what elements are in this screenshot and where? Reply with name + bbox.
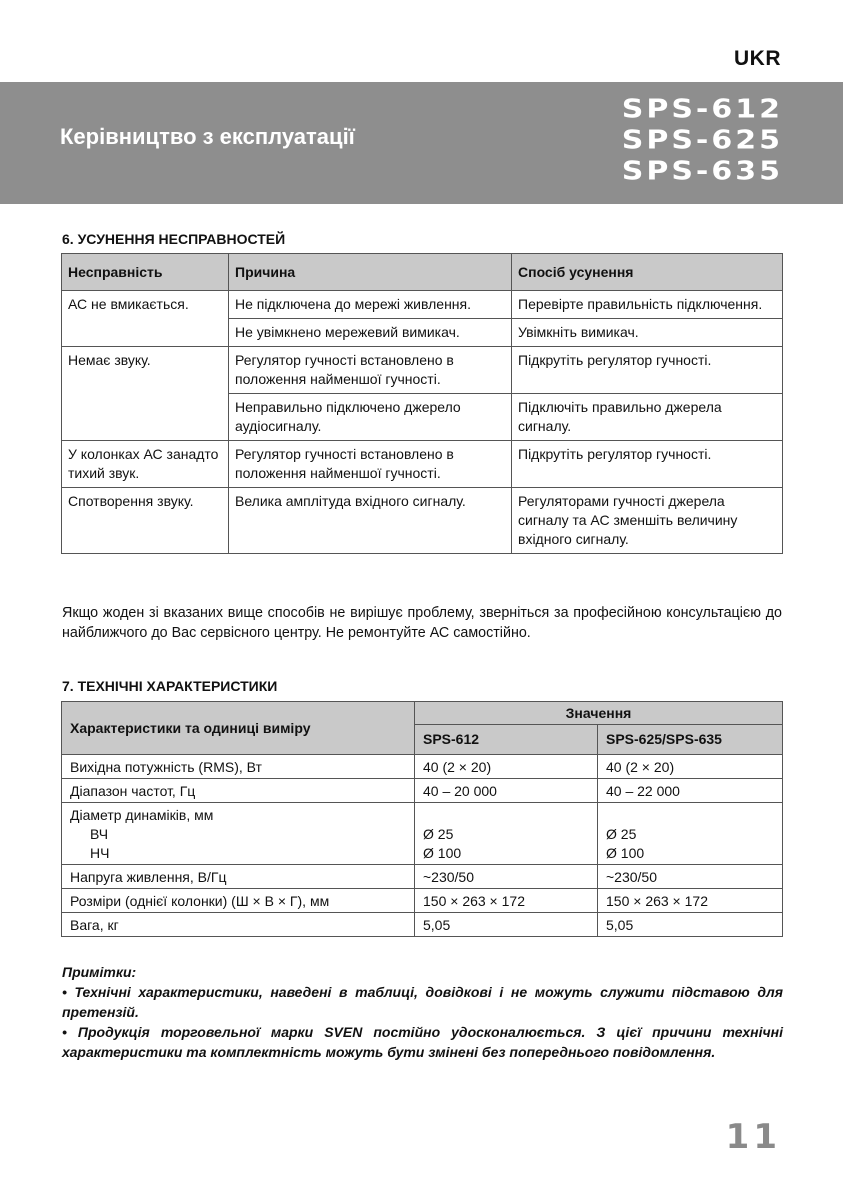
cause-cell: Не увімкнено мережевий вимикач. xyxy=(229,319,512,347)
value-cell: ~230/50 xyxy=(598,865,783,889)
table-header-row xyxy=(62,702,783,725)
value-cell: 150 × 263 × 172 xyxy=(415,889,598,913)
column-header: Характеристики та одиниці виміру xyxy=(62,702,415,755)
param-label: Діаметр динаміків, мм xyxy=(70,807,214,823)
cause-cell: Регулятор гучності встановлено в положення найменшої гучності. xyxy=(229,347,512,394)
param-cell xyxy=(62,803,415,865)
value-cell: 5,05 xyxy=(415,913,598,937)
table-row xyxy=(62,488,783,554)
value-cell: 150 × 263 × 172 xyxy=(598,889,783,913)
column-header: Причина xyxy=(229,254,512,291)
value-line: Ø 25 xyxy=(606,826,637,842)
fix-cell: Увімкніть вимикач. xyxy=(512,319,783,347)
param-cell: Вага, кг xyxy=(62,913,415,937)
param-sub-label: НЧ xyxy=(90,845,110,861)
manual-title: Керівництво з експлуатації xyxy=(60,124,355,149)
value-cell xyxy=(415,803,598,865)
value-line: Ø 25 xyxy=(423,826,454,842)
param-cell: Розміри (однієї колонки) (Ш × В × Г), мм xyxy=(62,889,415,913)
param-sub-label: ВЧ xyxy=(90,826,109,842)
column-header: Значення xyxy=(415,702,783,725)
value-cell: 40 – 20 000 xyxy=(415,779,598,803)
specs-title: 7. ТЕХНІЧНІ ХАРАКТЕРИСТИКИ xyxy=(62,678,278,694)
value-line: Ø 100 xyxy=(606,845,645,861)
cause-cell: Велика амплітуда вхідного сигналу. xyxy=(229,488,512,554)
param-cell: Вихідна потужність (RMS), Вт xyxy=(62,755,415,779)
note-item: • Технічні характеристики, наведені в таблиці, довідкові і не можуть служити підставою для претензій. xyxy=(62,984,783,1020)
model-column-header: SPS-625/SPS-635 xyxy=(598,725,783,755)
fix-cell: Підключіть правильно джерела сигналу. xyxy=(512,394,783,441)
table-row xyxy=(62,803,783,865)
model-name: SPS-635 xyxy=(621,156,783,187)
cause-cell: Регулятор гучності встановлено в положення найменшої гучності. xyxy=(229,441,512,488)
fault-cell: У колонках АС занадто тихий звук. xyxy=(62,441,229,488)
fix-cell: Підкрутіть регулятор гучності. xyxy=(512,347,783,394)
model-name: SPS-625 xyxy=(621,125,783,156)
fault-cell: АС не вмикається. xyxy=(62,291,229,347)
param-cell: Напруга живлення, В/Гц xyxy=(62,865,415,889)
table-row xyxy=(62,889,783,913)
model-column-header: SPS-612 xyxy=(415,725,598,755)
value-cell: 40 – 22 000 xyxy=(598,779,783,803)
language-code: UKR xyxy=(734,47,781,70)
column-header: Несправність xyxy=(62,254,229,291)
header-banner xyxy=(0,82,843,204)
cause-cell: Не підключена до мережі живлення. xyxy=(229,291,512,319)
value-cell xyxy=(598,803,783,865)
specs-table xyxy=(61,701,783,937)
table-row xyxy=(62,779,783,803)
page-number: 11 xyxy=(725,1117,781,1157)
table-row xyxy=(62,347,783,394)
table-row xyxy=(62,865,783,889)
fix-cell: Перевірте правильність підключення. xyxy=(512,291,783,319)
note-item: • Продукція торговельної марки SVEN постійно удосконалюється. З цієї причини технічні характеристики та комплектність можуть бути змінені без попереднього повідомлення. xyxy=(62,1024,783,1060)
value-cell: 5,05 xyxy=(598,913,783,937)
table-row xyxy=(62,291,783,319)
model-list xyxy=(622,94,783,187)
service-note: Якщо жоден зі вказаних вище способів не вирішує проблему, зверніться за професійною консультацією до найближчого до Вас сервісного центру. Не ремонтуйте АС самостійно. xyxy=(62,605,782,641)
troubleshooting-title: 6. УСУНЕННЯ НЕСПРАВНОСТЕЙ xyxy=(62,231,286,247)
value-line: Ø 100 xyxy=(423,845,462,861)
table-header-row xyxy=(62,254,783,291)
notes-heading: Примітки: xyxy=(62,964,137,980)
table-row xyxy=(62,755,783,779)
column-header: Спосіб усунення xyxy=(512,254,783,291)
fix-cell: Регуляторами гучності джерела сигналу та АС зменшіть величину вхідного сигналу. xyxy=(512,488,783,554)
model-name: SPS-612 xyxy=(621,94,783,125)
fault-cell: Спотворення звуку. xyxy=(62,488,229,554)
cause-cell: Неправильно підключено джерело аудіосигналу. xyxy=(229,394,512,441)
table-row xyxy=(62,441,783,488)
troubleshooting-table xyxy=(61,253,783,554)
value-cell: 40 (2 × 20) xyxy=(415,755,598,779)
param-cell: Діапазон частот, Гц xyxy=(62,779,415,803)
value-cell: ~230/50 xyxy=(415,865,598,889)
fix-cell: Підкрутіть регулятор гучності. xyxy=(512,441,783,488)
fault-cell: Немає звуку. xyxy=(62,347,229,441)
value-cell: 40 (2 × 20) xyxy=(598,755,783,779)
table-row xyxy=(62,913,783,937)
notes-block xyxy=(62,962,783,1062)
